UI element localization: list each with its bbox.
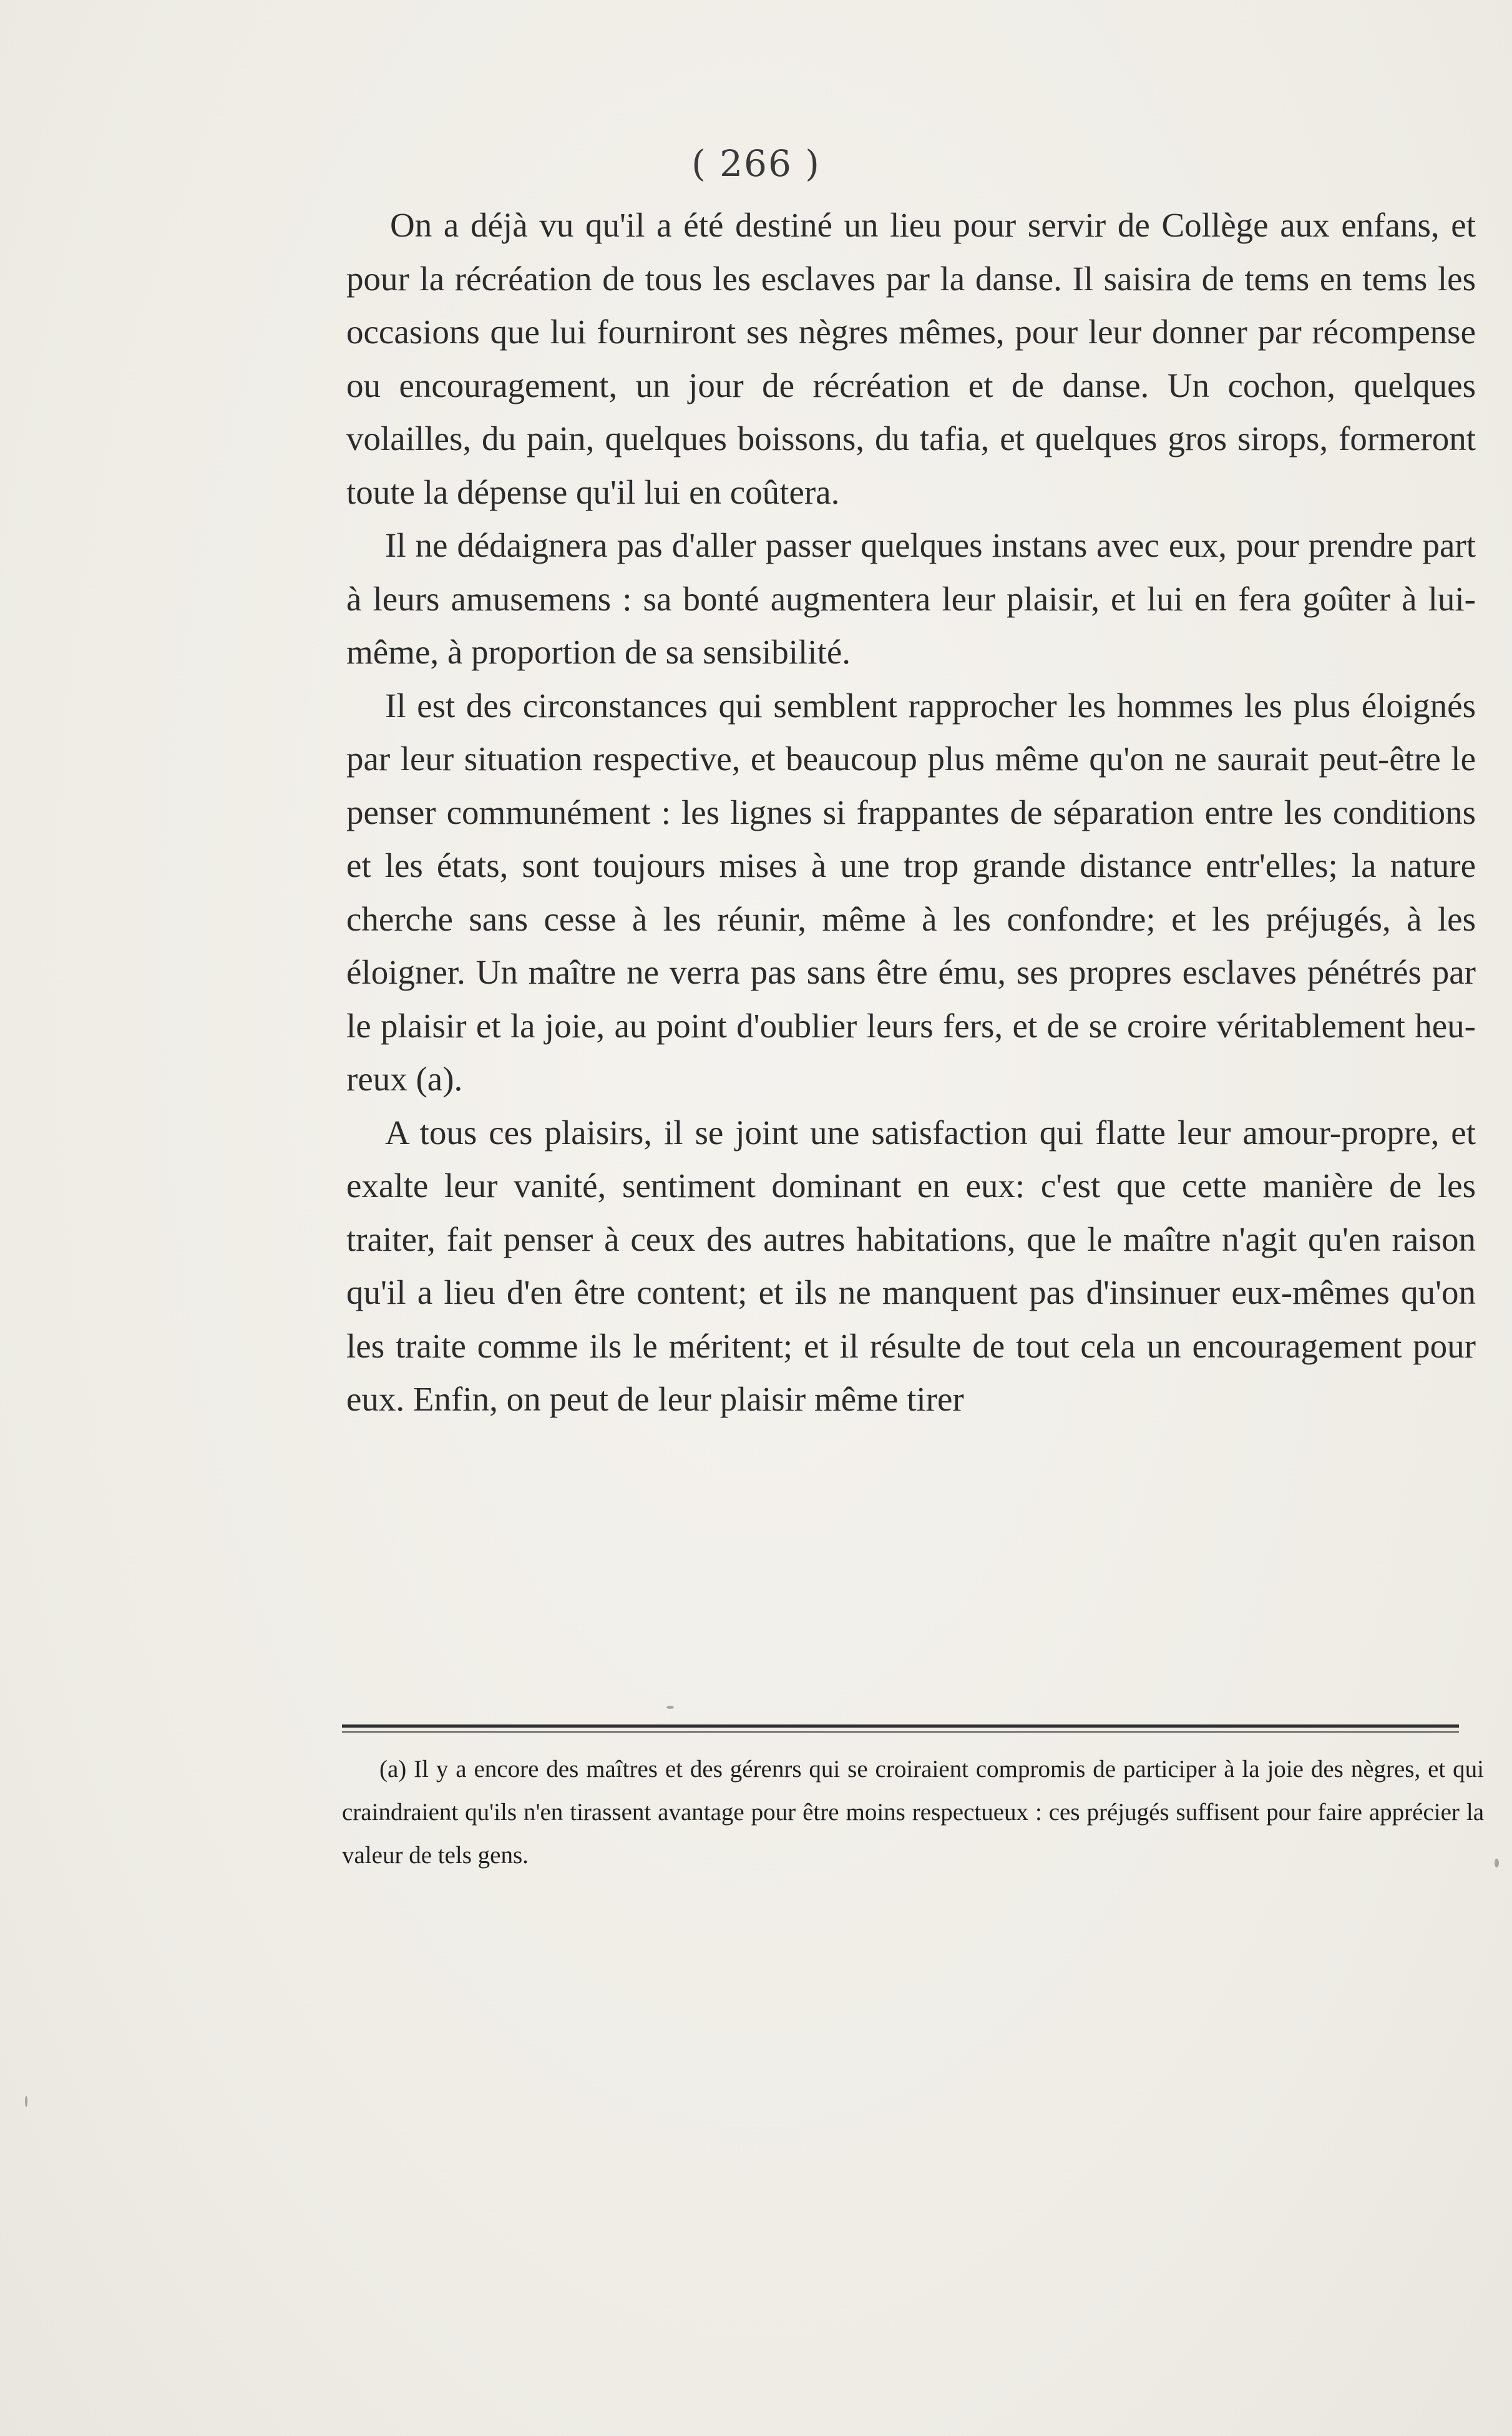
paragraph-4: A tous ces plaisirs, il se joint une satisfaction qui flatte leur amour-propre, et exalte leur vanité, sentiment dominant en eux: c'est que cette manière de les traiter, fait penser à ceux des autres habitations, que le maître n'agit qu'en raison qu'il a lieu d'en être content; et ils ne manquent pas d'insinuer eux-mêmes qu'on les traite comme ils le méritent; et il résulte de tout cela un encouragement pour eux. Enfin, on peut de leur plaisir même tirer	[346, 1113, 1476, 1418]
paragraph-3: Il est des circonstances qui semblent rapprocher les hommes les plus éloignés par leur situation respective, et beaucoup plus même qu'on ne saurait peut-être le penser communément : les lignes si frappantes de séparation entre les conditions et les états, sont toujours mises à une trop grande distance entr'elles; la nature cherche sans cesse à les réunir, même à les confondre; et les préjugés, à les éloigner. Un maître ne verra pas sans être ému, ses propres esclaves pénétrés par le plaisir et la joie, au point d'oublier leurs fers, et de se croire véritablement heureux (a).	[346, 686, 1476, 1098]
paper-speck	[666, 1706, 674, 1709]
paragraph-1: On a déjà vu qu'il a été destiné un lieu pour servir de Collège aux enfans, et pour la récréation de tous les esclaves par la danse. Il saisira de tems en tems les occasions que lui fourniront ses nègres mêmes, pour leur donner par récompense ou encouragement, un jour de récréation et de danse. Un cochon, quelques volailles, du pain, quelques boissons, du tafia, et quelques gros sirops, formeront toute la dépense qu'il lui en coûtera.	[346, 206, 1476, 511]
footnote-separator-rule	[342, 1724, 1459, 1728]
page-number: ( 266 )	[691, 142, 821, 185]
paper-speck	[1495, 1859, 1499, 1867]
footnote: (a) Il y a encore des maîtres et des gérenrs qui se croiraient compromis de participer à la joie des nègres, et qui craindraient qu'ils n'en tirassent avantage pour être moins respectueux : ces préjugés suffisent pour faire apprécier la valeur de tels gens.	[342, 1756, 1484, 1869]
main-text	[346, 198, 1476, 1426]
paper-speck	[25, 2096, 27, 2107]
paragraph-2: Il ne dédaignera pas d'aller passer quelques instans avec eux, pour prendre part à leurs amusemens : sa bonté augmentera leur plaisir, et lui en fera goûter à lui-même, à proportion de sa sensibilité.	[346, 526, 1476, 671]
